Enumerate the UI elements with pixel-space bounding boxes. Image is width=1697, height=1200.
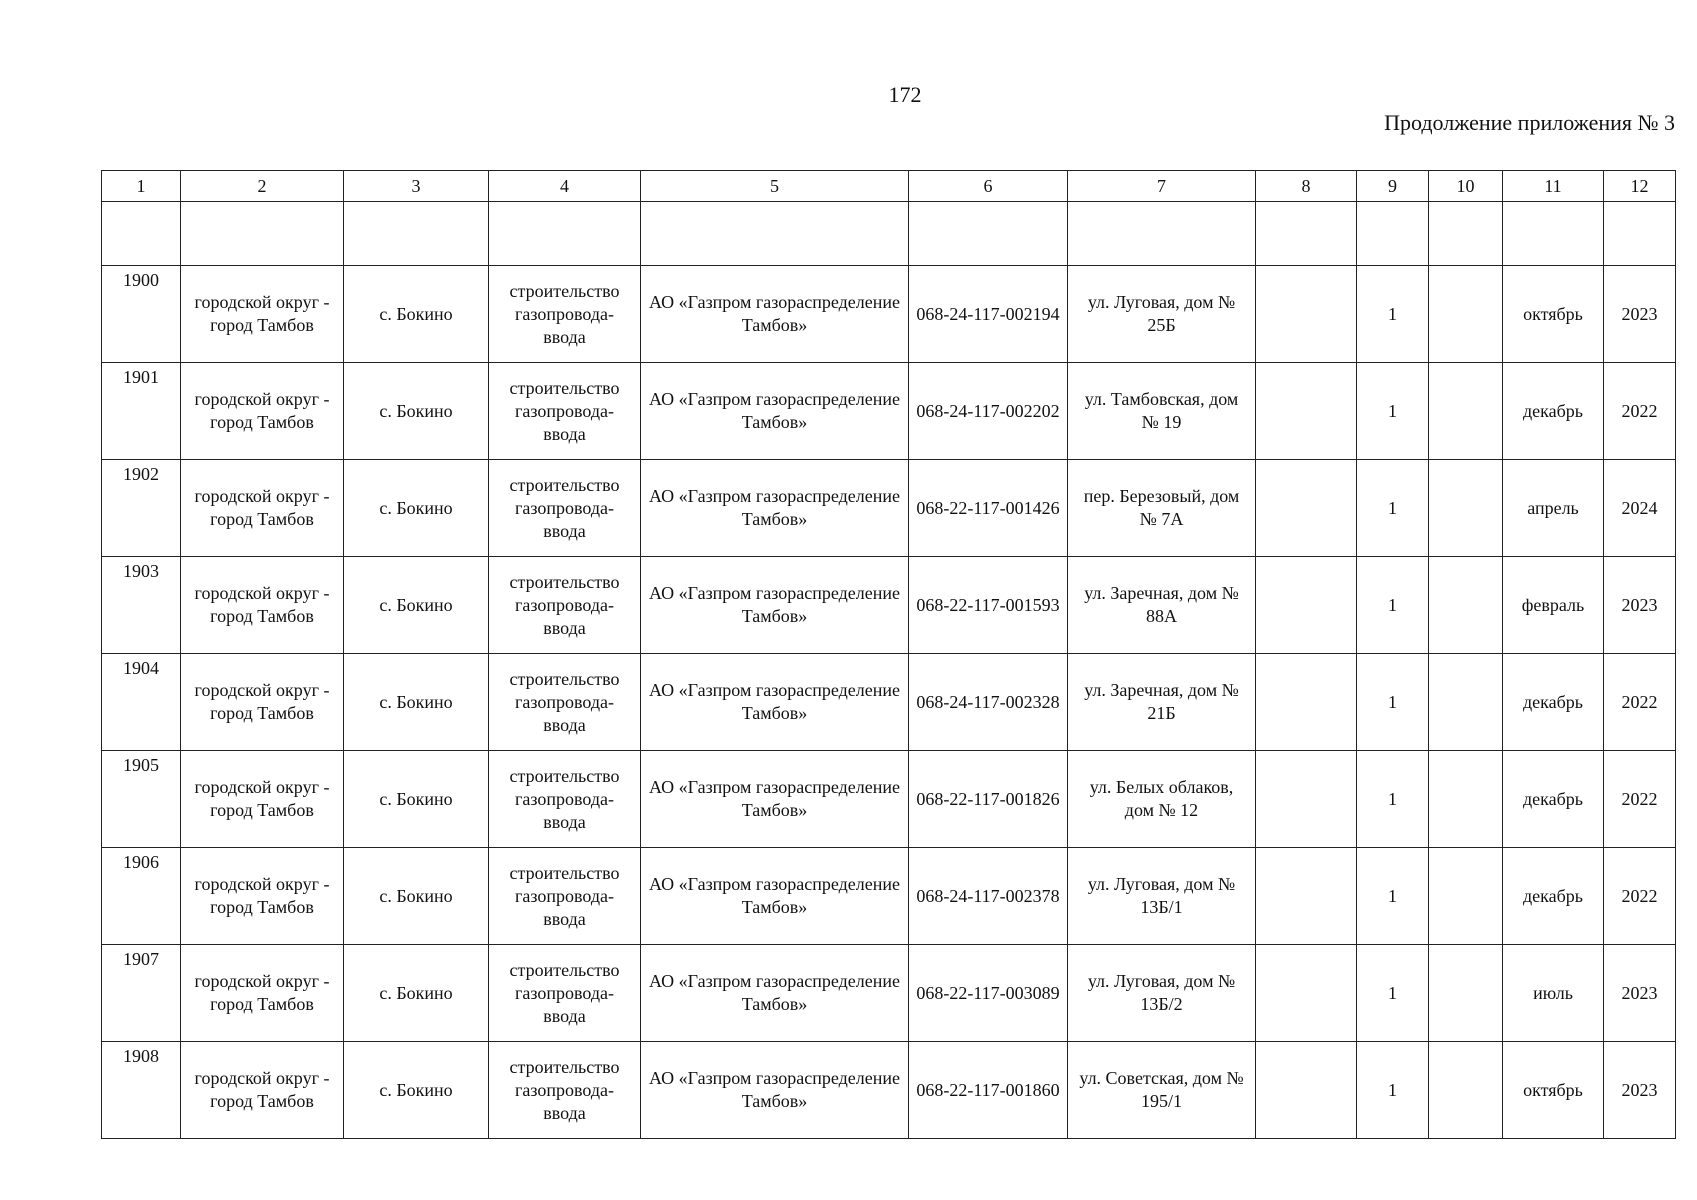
empty-cell	[1068, 202, 1256, 266]
column-8-cell	[1256, 751, 1357, 848]
row-number-cell: 1900	[102, 266, 181, 363]
empty-cell	[181, 202, 344, 266]
year-cell: 2023	[1604, 1042, 1676, 1139]
month-cell: декабрь	[1503, 848, 1604, 945]
quantity-cell: 1	[1357, 460, 1429, 557]
column-header: 5	[641, 171, 909, 202]
column-8-cell	[1256, 945, 1357, 1042]
district-cell: городской округ - город Тамбов	[181, 557, 344, 654]
year-cell: 2023	[1604, 945, 1676, 1042]
column-8-cell	[1256, 848, 1357, 945]
settlement-cell: с. Бокино	[344, 945, 489, 1042]
year-cell: 2022	[1604, 654, 1676, 751]
month-cell: июль	[1503, 945, 1604, 1042]
table-row	[102, 751, 1676, 848]
settlement-cell: с. Бокино	[344, 1042, 489, 1139]
table-row	[102, 945, 1676, 1042]
settlement-cell: с. Бокино	[344, 460, 489, 557]
empty-cell	[1604, 202, 1676, 266]
organization-cell: АО «Газпром газораспределение Тамбов»	[641, 266, 909, 363]
work-type-cell: строительство газопровода-ввода	[489, 751, 641, 848]
month-cell: октябрь	[1503, 266, 1604, 363]
object-code-cell: 068-24-117-002194	[909, 266, 1068, 363]
column-10-cell	[1429, 751, 1503, 848]
quantity-cell: 1	[1357, 848, 1429, 945]
empty-cell	[344, 202, 489, 266]
settlement-cell: с. Бокино	[344, 266, 489, 363]
blank-row	[102, 202, 1676, 266]
column-header: 1	[102, 171, 181, 202]
object-code-cell: 068-24-117-002202	[909, 363, 1068, 460]
row-number-cell: 1903	[102, 557, 181, 654]
empty-cell	[1429, 202, 1503, 266]
year-cell: 2022	[1604, 363, 1676, 460]
quantity-cell: 1	[1357, 363, 1429, 460]
work-type-cell: строительство газопровода-ввода	[489, 557, 641, 654]
column-header: 11	[1503, 171, 1604, 202]
column-header: 12	[1604, 171, 1676, 202]
settlement-cell: с. Бокино	[344, 363, 489, 460]
column-10-cell	[1429, 460, 1503, 557]
address-cell: ул. Тамбовская, дом № 19	[1068, 363, 1256, 460]
address-cell: ул. Луговая, дом № 13Б/2	[1068, 945, 1256, 1042]
row-number-cell: 1905	[102, 751, 181, 848]
table-row	[102, 460, 1676, 557]
column-header: 3	[344, 171, 489, 202]
address-cell: ул. Луговая, дом № 25Б	[1068, 266, 1256, 363]
quantity-cell: 1	[1357, 557, 1429, 654]
quantity-cell: 1	[1357, 751, 1429, 848]
district-cell: городской округ - город Тамбов	[181, 363, 344, 460]
organization-cell: АО «Газпром газораспределение Тамбов»	[641, 557, 909, 654]
row-number-cell: 1908	[102, 1042, 181, 1139]
object-code-cell: 068-24-117-002378	[909, 848, 1068, 945]
district-cell: городской округ - город Тамбов	[181, 266, 344, 363]
table-row	[102, 1042, 1676, 1139]
empty-cell	[489, 202, 641, 266]
work-type-cell: строительство газопровода-ввода	[489, 266, 641, 363]
district-cell: городской округ - город Тамбов	[181, 848, 344, 945]
settlement-cell: с. Бокино	[344, 751, 489, 848]
empty-cell	[1503, 202, 1604, 266]
empty-cell	[1256, 202, 1357, 266]
column-number-row	[102, 171, 1676, 202]
table-row	[102, 848, 1676, 945]
appendix-table	[101, 170, 1676, 1139]
object-code-cell: 068-22-117-001860	[909, 1042, 1068, 1139]
district-cell: городской округ - город Тамбов	[181, 654, 344, 751]
column-10-cell	[1429, 848, 1503, 945]
column-header: 9	[1357, 171, 1429, 202]
month-cell: декабрь	[1503, 751, 1604, 848]
object-code-cell: 068-22-117-001426	[909, 460, 1068, 557]
settlement-cell: с. Бокино	[344, 848, 489, 945]
district-cell: городской округ - город Тамбов	[181, 1042, 344, 1139]
table-row	[102, 363, 1676, 460]
table-row	[102, 266, 1676, 363]
month-cell: февраль	[1503, 557, 1604, 654]
month-cell: октябрь	[1503, 1042, 1604, 1139]
column-10-cell	[1429, 1042, 1503, 1139]
column-header: 7	[1068, 171, 1256, 202]
column-8-cell	[1256, 460, 1357, 557]
settlement-cell: с. Бокино	[344, 557, 489, 654]
column-10-cell	[1429, 266, 1503, 363]
organization-cell: АО «Газпром газораспределение Тамбов»	[641, 848, 909, 945]
column-header: 8	[1256, 171, 1357, 202]
settlement-cell: с. Бокино	[344, 654, 489, 751]
organization-cell: АО «Газпром газораспределение Тамбов»	[641, 945, 909, 1042]
district-cell: городской округ - город Тамбов	[181, 460, 344, 557]
work-type-cell: строительство газопровода-ввода	[489, 848, 641, 945]
column-header: 10	[1429, 171, 1503, 202]
district-cell: городской округ - город Тамбов	[181, 945, 344, 1042]
column-10-cell	[1429, 945, 1503, 1042]
work-type-cell: строительство газопровода-ввода	[489, 654, 641, 751]
object-code-cell: 068-22-117-003089	[909, 945, 1068, 1042]
address-cell: ул. Заречная, дом № 21Б	[1068, 654, 1256, 751]
column-8-cell	[1256, 363, 1357, 460]
quantity-cell: 1	[1357, 266, 1429, 363]
address-cell: ул. Луговая, дом № 13Б/1	[1068, 848, 1256, 945]
table-row	[102, 654, 1676, 751]
address-cell: ул. Белых облаков, дом № 12	[1068, 751, 1256, 848]
year-cell: 2023	[1604, 557, 1676, 654]
work-type-cell: строительство газопровода-ввода	[489, 1042, 641, 1139]
month-cell: апрель	[1503, 460, 1604, 557]
year-cell: 2022	[1604, 848, 1676, 945]
empty-cell	[909, 202, 1068, 266]
table-row	[102, 557, 1676, 654]
month-cell: декабрь	[1503, 363, 1604, 460]
empty-cell	[641, 202, 909, 266]
object-code-cell: 068-22-117-001593	[909, 557, 1068, 654]
column-8-cell	[1256, 1042, 1357, 1139]
column-8-cell	[1256, 266, 1357, 363]
empty-cell	[102, 202, 181, 266]
row-number-cell: 1901	[102, 363, 181, 460]
row-number-cell: 1902	[102, 460, 181, 557]
appendix-continuation-note: Продолжение приложения № 3	[1384, 110, 1675, 135]
column-10-cell	[1429, 363, 1503, 460]
column-8-cell	[1256, 557, 1357, 654]
quantity-cell: 1	[1357, 945, 1429, 1042]
row-number-cell: 1907	[102, 945, 181, 1042]
district-cell: городской округ - город Тамбов	[181, 751, 344, 848]
year-cell: 2024	[1604, 460, 1676, 557]
organization-cell: АО «Газпром газораспределение Тамбов»	[641, 654, 909, 751]
work-type-cell: строительство газопровода-ввода	[489, 460, 641, 557]
column-header: 2	[181, 171, 344, 202]
empty-cell	[1357, 202, 1429, 266]
row-number-cell: 1904	[102, 654, 181, 751]
object-code-cell: 068-22-117-001826	[909, 751, 1068, 848]
organization-cell: АО «Газпром газораспределение Тамбов»	[641, 1042, 909, 1139]
quantity-cell: 1	[1357, 1042, 1429, 1139]
organization-cell: АО «Газпром газораспределение Тамбов»	[641, 460, 909, 557]
column-10-cell	[1429, 557, 1503, 654]
page-number: 172	[888, 82, 922, 107]
work-type-cell: строительство газопровода-ввода	[489, 945, 641, 1042]
column-10-cell	[1429, 654, 1503, 751]
column-8-cell	[1256, 654, 1357, 751]
year-cell: 2022	[1604, 751, 1676, 848]
address-cell: пер. Березовый, дом № 7А	[1068, 460, 1256, 557]
year-cell: 2023	[1604, 266, 1676, 363]
address-cell: ул. Советская, дом № 195/1	[1068, 1042, 1256, 1139]
month-cell: декабрь	[1503, 654, 1604, 751]
organization-cell: АО «Газпром газораспределение Тамбов»	[641, 363, 909, 460]
address-cell: ул. Заречная, дом № 88А	[1068, 557, 1256, 654]
work-type-cell: строительство газопровода-ввода	[489, 363, 641, 460]
organization-cell: АО «Газпром газораспределение Тамбов»	[641, 751, 909, 848]
column-header: 6	[909, 171, 1068, 202]
column-header: 4	[489, 171, 641, 202]
quantity-cell: 1	[1357, 654, 1429, 751]
object-code-cell: 068-24-117-002328	[909, 654, 1068, 751]
row-number-cell: 1906	[102, 848, 181, 945]
